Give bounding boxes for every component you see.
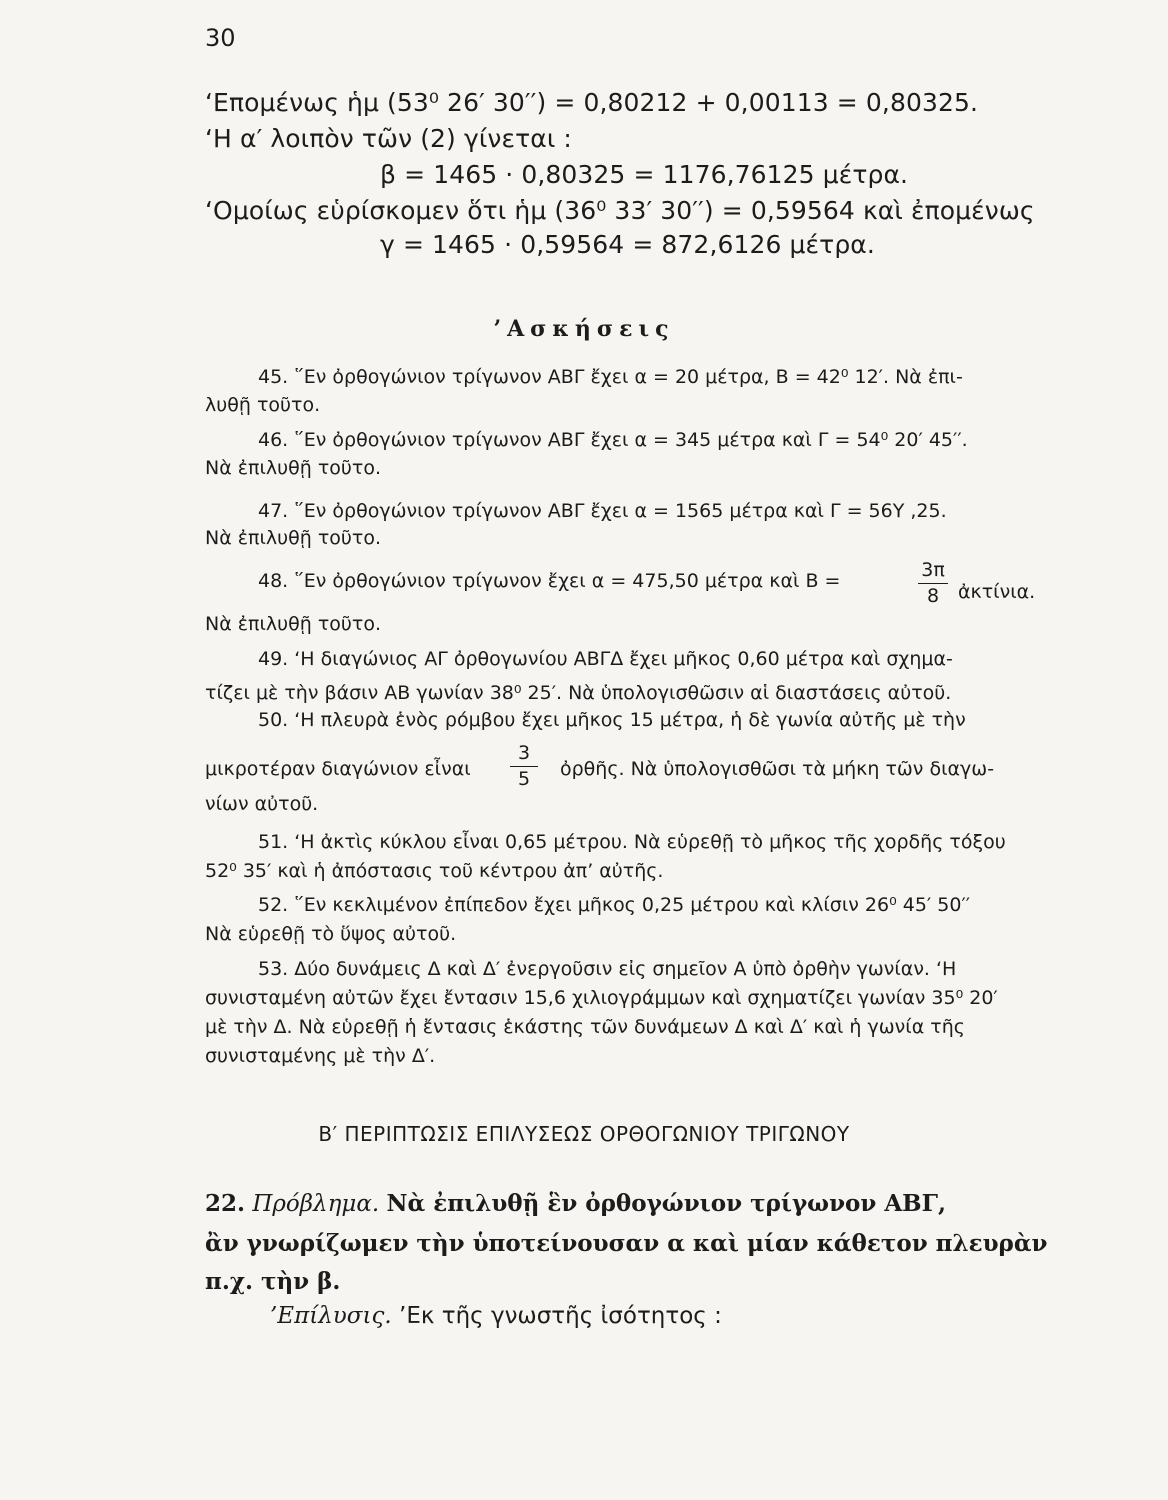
problem-line-3: π.χ. τὴν β. — [205, 1268, 341, 1295]
fraction-numerator: 3π — [921, 559, 945, 581]
exercise-line-end: ὀρθῆς. Νὰ ὑπολογισθῶσι τὰ μήκη τῶν διαγω- — [560, 758, 995, 780]
equation-line-2: ‘Η α′ λοιπὸν τῶν (2) γίνεται : — [205, 124, 572, 153]
exercise-line: 50. ‘Η πλευρὰ ἑνὸς ρόμβου ἔχει μῆκος 15 μέτρα, ἡ δὲ γωνία αὐτῆς μὲ τὴν — [258, 709, 966, 731]
exercise-line: 51. ‘Η ἀκτὶς κύκλου εἶναι 0,65 μέτρου. Νὰ εὑρεθῇ τὸ μῆκος τῆς χορδῆς τόξου — [258, 831, 1006, 853]
exercise-line: συνισταμένη αὐτῶν ἔχει ἔντασιν 15,6 χιλιογράμμων καὶ σχηματίζει γωνίαν 35⁰ 20′ — [205, 987, 998, 1009]
equation-line-4: ‘Ομοίως εὑρίσκομεν ὅτι ἡμ (36⁰ 33′ 30′′) = 0,59564 καὶ ἐπομένως — [205, 196, 1035, 225]
solution-line — [270, 1305, 722, 1328]
exercise-line: τίζει μὲ τὴν βάσιν ΑΒ γωνίαν 38⁰ 25′. Νὰ ὑπολογισθῶσιν αἱ διαστάσεις αὐτοῦ. — [205, 682, 952, 704]
fraction-denominator: 5 — [517, 768, 531, 790]
exercise-line: 49. ‘Η διαγώνιος ΑΓ ὀρθογωνίου ΑΒΓΔ ἔχει μῆκος 0,60 μέτρα καὶ σχημα- — [258, 648, 953, 670]
solution-text: ’Εκ τῆς γνωστῆς ἰσότητος : — [399, 1303, 722, 1329]
fraction-numerator: 3 — [517, 742, 531, 764]
exercise-line: 53. Δύο δυνάμεις Δ καὶ Δ′ ἐνεργοῦσιν εἰς σημεῖον Α ὑπὸ ὀρθὴν γωνίαν. ‘Η — [258, 958, 957, 980]
problem-line-1 — [205, 1192, 946, 1216]
exercise-line: μὲ τὴν Δ. Νὰ εὑρεθῇ ἡ ἔντασις ἑκάστης τῶν δυνάμεων Δ καὶ Δ′ καὶ ἡ γωνία τῆς — [205, 1016, 965, 1038]
equation-line-3: β = 1465 · 0,80325 = 1176,76125 μέτρα. — [380, 160, 909, 189]
exercise-line: 46. ῞Εν ὀρθογώνιον τρίγωνον ΑΒΓ ἔχει α = 345 μέτρα καὶ Γ = 54⁰ 20′ 45′′. — [258, 429, 968, 451]
solution-label: ’Επίλυσις. — [270, 1303, 392, 1329]
page-number: 30 — [205, 24, 236, 52]
exercise-line: 52⁰ 35′ καὶ ἡ ἀπόστασις τοῦ κέντρου ἀπ’ αὐτῆς. — [205, 860, 664, 882]
exercise-line: νίων αὐτοῦ. — [205, 793, 319, 815]
exercise-line: 48. ῞Εν ὀρθογώνιον τρίγωνον ἔχει α = 475,50 μέτρα καὶ Β = — [258, 570, 841, 592]
fraction-3pi-over-8 — [918, 561, 948, 606]
problem-statement: Νὰ ἐπιλυθῇ ἓν ὀρθογώνιον τρίγωνον ΑΒΓ, — [386, 1190, 946, 1217]
problem-number: 22. — [205, 1190, 246, 1217]
exercise-line-end: ἀκτίνια. — [958, 581, 1036, 603]
exercise-line: Νὰ ἐπιλυθῇ τοῦτο. — [205, 527, 382, 549]
fraction-bar — [510, 766, 538, 767]
case-heading: Β′ ΠΕΡΙΠΤΩΣΙΣ ΕΠΙΛΥΣΕΩΣ ΟΡΘΟΓΩΝΙΟΥ ΤΡΙΓΩΝΟΥ — [318, 1122, 850, 1146]
fraction-denominator: 8 — [926, 585, 940, 607]
exercise-line: Νὰ ἐπιλυθῇ τοῦτο. — [205, 613, 382, 635]
exercise-line: 52. ῞Εν κεκλιμένον ἐπίπεδον ἔχει μῆκος 0,25 μέτρου καὶ κλίσιν 26⁰ 45′ 50′′ — [258, 894, 971, 916]
equation-line-1: ‘Επομένως ἡμ (53⁰ 26′ 30′′) = 0,80212 + 0,00113 = 0,80325. — [205, 88, 979, 117]
problem-line-2: ἂν γνωρίζωμεν τὴν ὑποτείνουσαν α καὶ μίαν κάθετον πλευρὰν — [205, 1230, 1048, 1257]
exercise-line: Νὰ ἐπιλυθῇ τοῦτο. — [205, 457, 382, 479]
exercise-line: 47. ῞Εν ὀρθογώνιον τρίγωνον ΑΒΓ ἔχει α = 1565 μέτρα καὶ Γ = 56Υ ,25. — [258, 500, 947, 522]
fraction-3-over-5 — [510, 744, 538, 789]
exercise-line: μικροτέραν διαγώνιον εἶναι — [205, 758, 471, 780]
exercise-line: Νὰ εὑρεθῇ τὸ ὕψος αὐτοῦ. — [205, 923, 457, 945]
equation-line-5: γ = 1465 · 0,59564 = 872,6126 μέτρα. — [380, 230, 875, 259]
exercise-line: λυθῇ τοῦτο. — [205, 394, 321, 416]
problem-label: Πρόβλημα. — [252, 1191, 380, 1217]
exercise-line: 45. ῞Εν ὀρθογώνιον τρίγωνον ΑΒΓ ἔχει α = 20 μέτρα, Β = 42⁰ 12′. Νὰ ἐπι- — [258, 366, 963, 388]
section-title: ’Ασκήσεις — [493, 316, 675, 342]
exercise-line: συνισταμένης μὲ τὴν Δ′. — [205, 1045, 436, 1067]
fraction-bar — [918, 583, 948, 584]
